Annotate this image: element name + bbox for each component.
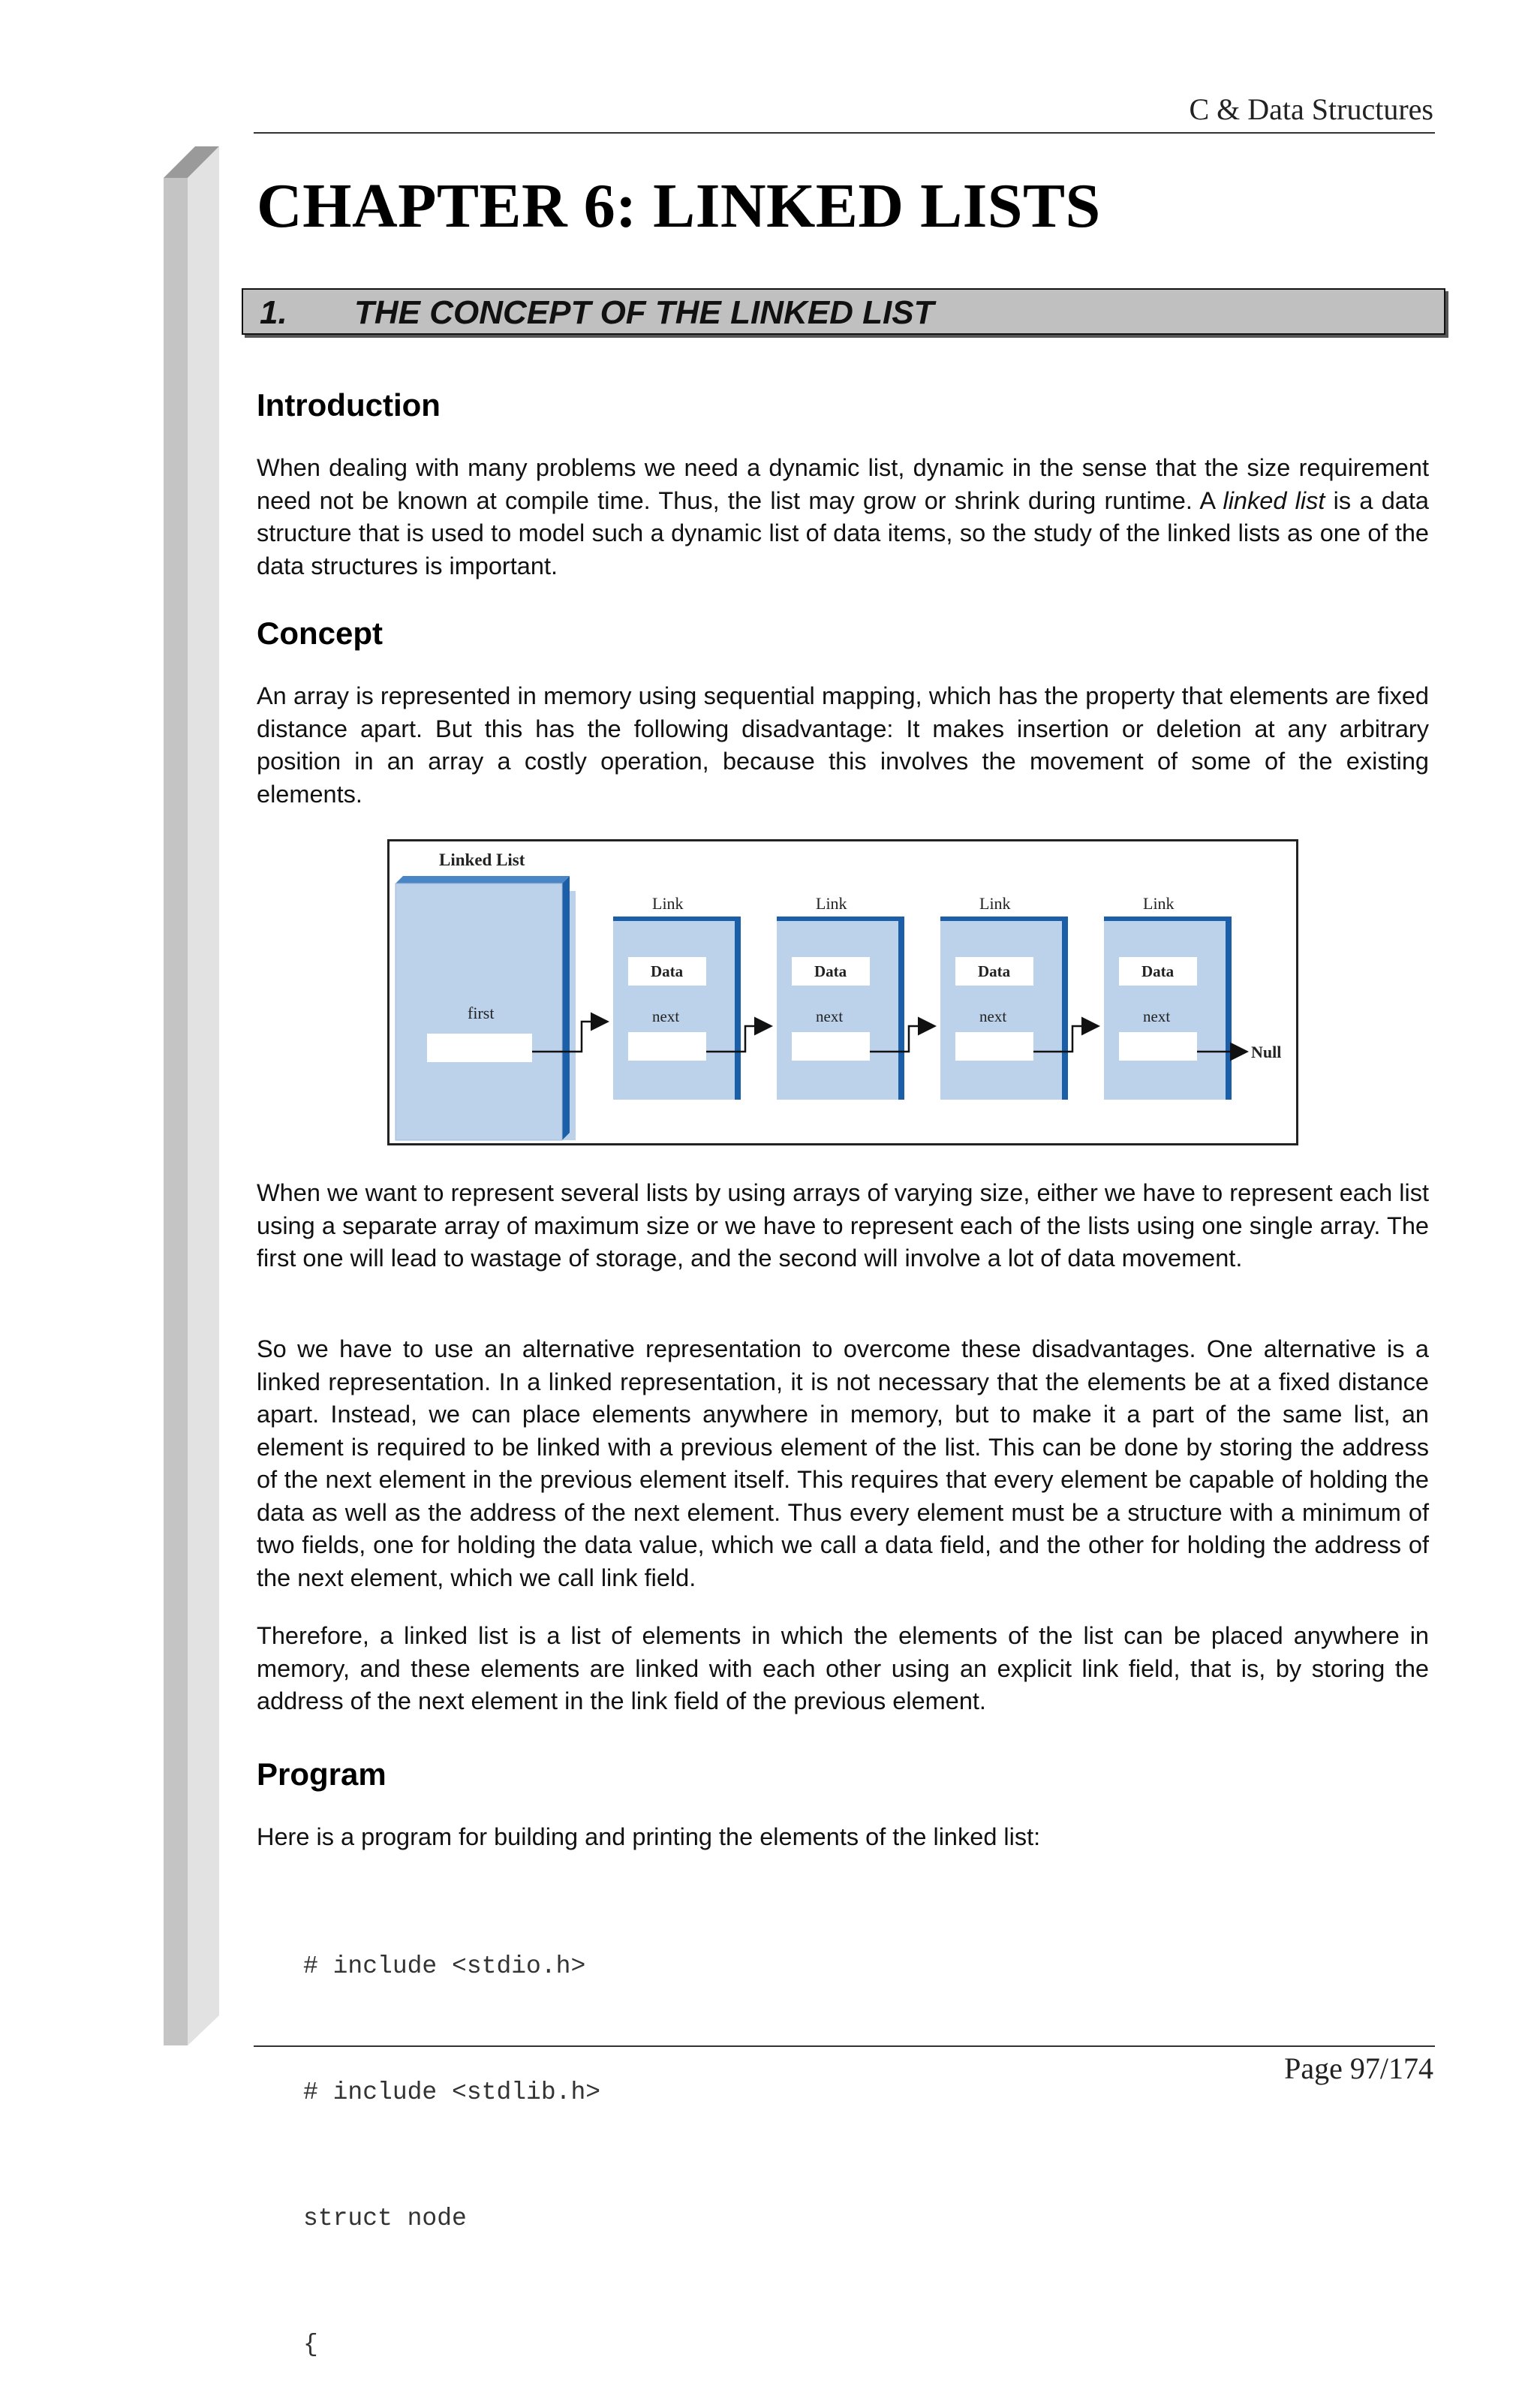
link-node (940, 894, 1068, 1100)
data-label: Data (651, 962, 684, 980)
program-heading: Program (257, 1756, 387, 1792)
page-number: Page 97/174 (1284, 2051, 1433, 2085)
null-label: Null (1251, 1043, 1282, 1061)
data-label: Data (814, 962, 847, 980)
body-paragraph-2: So we have to use an alternative representation to overcome these disadvantages. One alternative is a linked representation. In a linked representation, it is not necessary that the elements be at a fixed distance apart. Instead, we can place elements anywhere in memory, but to make it a part of the same list, an element is required to be linked with a previous element of the list. This can be done by storing the address of the next element in the previous element itself. This requires that every element be capable of holding the data as well as the address of the next element. Thus every element must be a structure with a minimum of two fields, one for holding the data value, which we call a data field, and the other for holding the address of the next element, which we call link field. (257, 1335, 1429, 1591)
link-label: Link (816, 894, 847, 913)
section-heading (242, 288, 1445, 335)
code-line: # include <stdio.h> (303, 1952, 586, 1980)
concept-heading: Concept (257, 616, 383, 651)
code-line: { (303, 2331, 318, 2358)
next-label: next (652, 1007, 680, 1025)
code-line: # include <stdlib.h> (303, 2078, 601, 2106)
concept-paragraph: An array is represented in memory using sequential mapping, which has the property that elements are fixed distance apart. But this has the following disadvantage: It makes insertion or deletion at any arbitrary position in an array a costly operation, because this involves the movement of some of the existing elements. (257, 682, 1429, 808)
section-title: THE CONCEPT OF THE LINKED LIST (354, 294, 934, 331)
linked-list-diagram (390, 841, 1296, 1143)
introduction-text-2: is a data structure that is used to model such a dynamic list of data items, so the study of the linked lists as one of the data structures is important. (257, 486, 1429, 579)
next-label: next (1143, 1007, 1171, 1025)
figure-title: Linked List (439, 850, 525, 869)
introduction-heading: Introduction (257, 387, 441, 423)
next-label: next (979, 1007, 1007, 1025)
program-intro: Here is a program for building and printing the elements of the linked list: (257, 1823, 1041, 1850)
section-number: 1. (260, 294, 287, 331)
chapter-title: CHAPTER 6: LINKED LISTS (257, 171, 1101, 241)
linked-list-figure (387, 839, 1298, 1145)
link-label: Link (1143, 894, 1175, 913)
body-paragraph-3: Therefore, a linked list is a list of elements in which the elements of the list can be placed anywhere in memory, and these elements are linked with each other using an explicit link field, that is, by storing the address of the next element in the link field of the previous element. (257, 1622, 1429, 1714)
link-label: Link (652, 894, 684, 913)
link-node (777, 894, 904, 1100)
introduction-italic-term: linked list (1223, 486, 1325, 514)
first-label: first (468, 1004, 495, 1022)
data-label: Data (1141, 962, 1175, 980)
footer-rule (254, 2045, 1435, 2047)
running-header: C & Data Structures (1189, 92, 1433, 126)
link-node (613, 894, 741, 1100)
code-block (303, 1862, 600, 2408)
link-node (1104, 894, 1232, 1100)
next-label: next (816, 1007, 844, 1025)
introduction-text-1: When dealing with many problems we need a dynamic list, dynamic in the sense that the size requirement need not be known at compile time. Thus, the list may grow or shrink during runtime. A (257, 454, 1429, 514)
link-label: Link (979, 894, 1011, 913)
introduction-paragraph (257, 452, 1429, 582)
header-rule (254, 132, 1435, 134)
code-line: struct node (303, 2205, 467, 2232)
body-paragraph-1: When we want to represent several lists by using arrays of varying size, either we have to represent each list using a separate array of maximum size or we have to represent each of the lists using one single array. The first one will lead to wastage of storage, and the second will involve a lot of data movement. (257, 1179, 1429, 1272)
data-label: Data (978, 962, 1011, 980)
side-bar-decoration (164, 146, 219, 2045)
first-pointer-field (427, 1034, 532, 1062)
list-head (396, 876, 576, 1140)
